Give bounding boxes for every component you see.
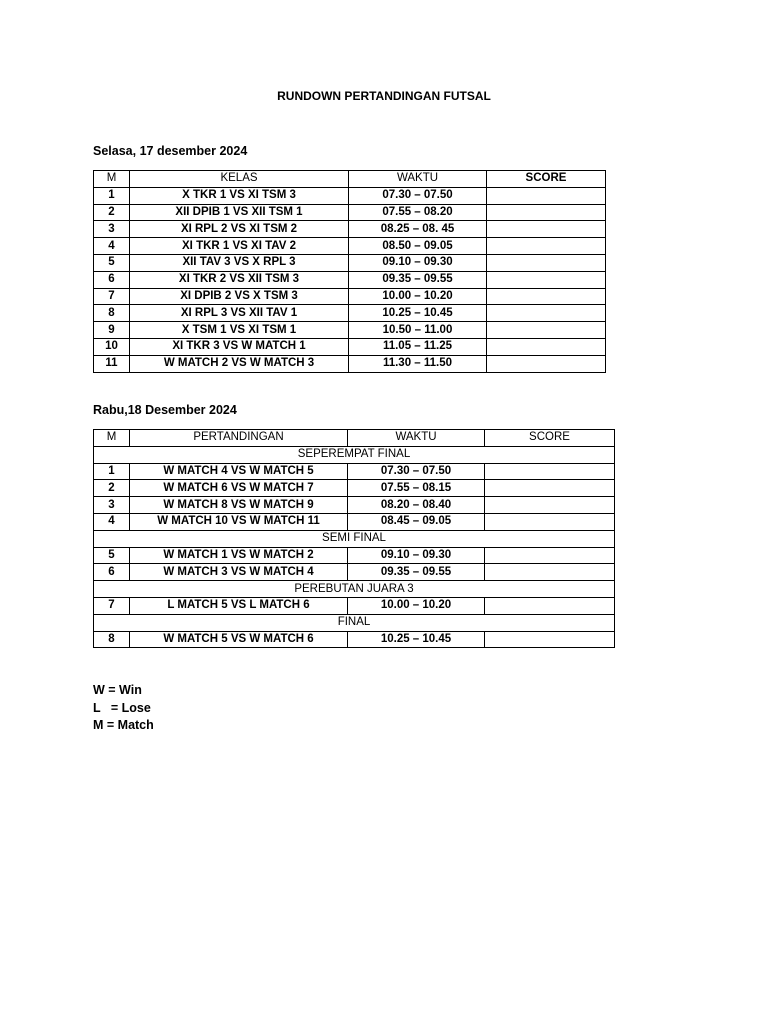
match-score xyxy=(487,271,606,288)
match-number: 7 xyxy=(94,597,130,614)
match-number: 1 xyxy=(94,187,130,204)
table-row xyxy=(94,597,615,614)
match-teams: X TSM 1 VS XI TSM 1 xyxy=(130,322,349,339)
table-row xyxy=(94,271,606,288)
match-score xyxy=(487,187,606,204)
match-score xyxy=(485,513,615,530)
match-time: 10.00 – 10.20 xyxy=(349,288,487,305)
table-header-row xyxy=(94,430,615,447)
match-number: 8 xyxy=(94,305,130,322)
table-row xyxy=(94,322,606,339)
table-row xyxy=(94,480,615,497)
match-score xyxy=(485,564,615,581)
header-m: M xyxy=(94,171,130,188)
match-time: 09.10 – 09.30 xyxy=(348,547,485,564)
table-row xyxy=(94,221,606,238)
match-score xyxy=(487,238,606,255)
match-score xyxy=(485,463,615,480)
match-time: 07.55 – 08.20 xyxy=(349,204,487,221)
match-score xyxy=(487,322,606,339)
section-title: FINAL xyxy=(94,614,615,631)
match-teams: XI DPIB 2 VS X TSM 3 xyxy=(130,288,349,305)
match-time: 07.30 – 07.50 xyxy=(348,463,485,480)
match-teams: XI RPL 2 VS XI TSM 2 xyxy=(130,221,349,238)
section-row xyxy=(94,581,615,598)
document-title: RUNDOWN PERTANDINGAN FUTSAL xyxy=(277,89,491,103)
match-teams: L MATCH 5 VS L MATCH 6 xyxy=(130,597,348,614)
match-number: 5 xyxy=(94,254,130,271)
match-number: 2 xyxy=(94,204,130,221)
match-number: 2 xyxy=(94,480,130,497)
section-row xyxy=(94,614,615,631)
table-row xyxy=(94,355,606,372)
table-row xyxy=(94,288,606,305)
match-number: 1 xyxy=(94,463,130,480)
match-teams: W MATCH 10 VS W MATCH 11 xyxy=(130,513,348,530)
day2-date: Rabu,18 Desember 2024 xyxy=(93,403,237,417)
section-row xyxy=(94,446,615,463)
match-score xyxy=(485,597,615,614)
section-title: PEREBUTAN JUARA 3 xyxy=(94,581,615,598)
match-score xyxy=(485,497,615,514)
match-score xyxy=(487,355,606,372)
match-number: 4 xyxy=(94,513,130,530)
match-number: 6 xyxy=(94,564,130,581)
match-number: 3 xyxy=(94,497,130,514)
legend-lose: L = Lose xyxy=(93,700,151,715)
match-time: 11.30 – 11.50 xyxy=(349,355,487,372)
table-row xyxy=(94,631,615,648)
header-score: SCORE xyxy=(485,430,615,447)
table-row xyxy=(94,204,606,221)
match-score xyxy=(485,547,615,564)
header-score: SCORE xyxy=(487,171,606,188)
match-teams: W MATCH 3 VS W MATCH 4 xyxy=(130,564,348,581)
match-time: 09.10 – 09.30 xyxy=(349,254,487,271)
match-teams: XI TKR 1 VS XI TAV 2 xyxy=(130,238,349,255)
match-number: 8 xyxy=(94,631,130,648)
match-score xyxy=(487,254,606,271)
match-number: 10 xyxy=(94,338,130,355)
day2-table-body xyxy=(94,446,615,648)
match-teams: XI RPL 3 VS XII TAV 1 xyxy=(130,305,349,322)
match-time: 07.55 – 08.15 xyxy=(348,480,485,497)
section-title: SEPEREMPAT FINAL xyxy=(94,446,615,463)
legend-match: M = Match xyxy=(93,718,154,732)
match-time: 10.25 – 10.45 xyxy=(349,305,487,322)
match-number: 4 xyxy=(94,238,130,255)
table-row xyxy=(94,564,615,581)
header-waktu: WAKTU xyxy=(349,171,487,188)
match-teams: W MATCH 2 VS W MATCH 3 xyxy=(130,355,349,372)
table-row xyxy=(94,497,615,514)
table-row xyxy=(94,254,606,271)
match-score xyxy=(485,631,615,648)
match-number: 6 xyxy=(94,271,130,288)
match-time: 08.45 – 09.05 xyxy=(348,513,485,530)
match-teams: XI TKR 3 VS W MATCH 1 xyxy=(130,338,349,355)
legend xyxy=(93,682,154,735)
header-m: M xyxy=(94,430,130,447)
header-pertandingan: PERTANDINGAN xyxy=(130,430,348,447)
match-teams: XI TKR 2 VS XII TSM 3 xyxy=(130,271,349,288)
match-number: 3 xyxy=(94,221,130,238)
day2-schedule-table xyxy=(93,429,615,648)
header-waktu: WAKTU xyxy=(348,430,485,447)
match-time: 09.35 – 09.55 xyxy=(348,564,485,581)
match-number: 5 xyxy=(94,547,130,564)
match-time: 07.30 – 07.50 xyxy=(349,187,487,204)
match-teams: XII DPIB 1 VS XII TSM 1 xyxy=(130,204,349,221)
table-row xyxy=(94,338,606,355)
match-time: 09.35 – 09.55 xyxy=(349,271,487,288)
match-score xyxy=(487,204,606,221)
match-time: 10.00 – 10.20 xyxy=(348,597,485,614)
day1-date: Selasa, 17 desember 2024 xyxy=(93,144,248,158)
section-row xyxy=(94,530,615,547)
match-time: 10.25 – 10.45 xyxy=(348,631,485,648)
match-teams: W MATCH 8 VS W MATCH 9 xyxy=(130,497,348,514)
table-row xyxy=(94,238,606,255)
table-row xyxy=(94,187,606,204)
match-score xyxy=(487,288,606,305)
match-time: 08.25 – 08. 45 xyxy=(349,221,487,238)
header-kelas: KELAS xyxy=(130,171,349,188)
match-time: 08.50 – 09.05 xyxy=(349,238,487,255)
match-teams: W MATCH 5 VS W MATCH 6 xyxy=(130,631,348,648)
match-time: 10.50 – 11.00 xyxy=(349,322,487,339)
match-score xyxy=(485,480,615,497)
match-number: 7 xyxy=(94,288,130,305)
table-row xyxy=(94,305,606,322)
match-teams: W MATCH 6 VS W MATCH 7 xyxy=(130,480,348,497)
match-teams: XII TAV 3 VS X RPL 3 xyxy=(130,254,349,271)
table-row xyxy=(94,547,615,564)
match-teams: X TKR 1 VS XI TSM 3 xyxy=(130,187,349,204)
match-time: 11.05 – 11.25 xyxy=(349,338,487,355)
day1-schedule-table xyxy=(93,170,606,373)
match-score xyxy=(487,338,606,355)
table-row xyxy=(94,463,615,480)
match-time: 08.20 – 08.40 xyxy=(348,497,485,514)
day1-table-body xyxy=(94,187,606,372)
legend-win: W = Win xyxy=(93,683,142,697)
match-score xyxy=(487,305,606,322)
match-number: 9 xyxy=(94,322,130,339)
match-score xyxy=(487,221,606,238)
match-number: 11 xyxy=(94,355,130,372)
table-row xyxy=(94,513,615,530)
match-teams: W MATCH 1 VS W MATCH 2 xyxy=(130,547,348,564)
table-header-row xyxy=(94,171,606,188)
match-teams: W MATCH 4 VS W MATCH 5 xyxy=(130,463,348,480)
section-title: SEMI FINAL xyxy=(94,530,615,547)
